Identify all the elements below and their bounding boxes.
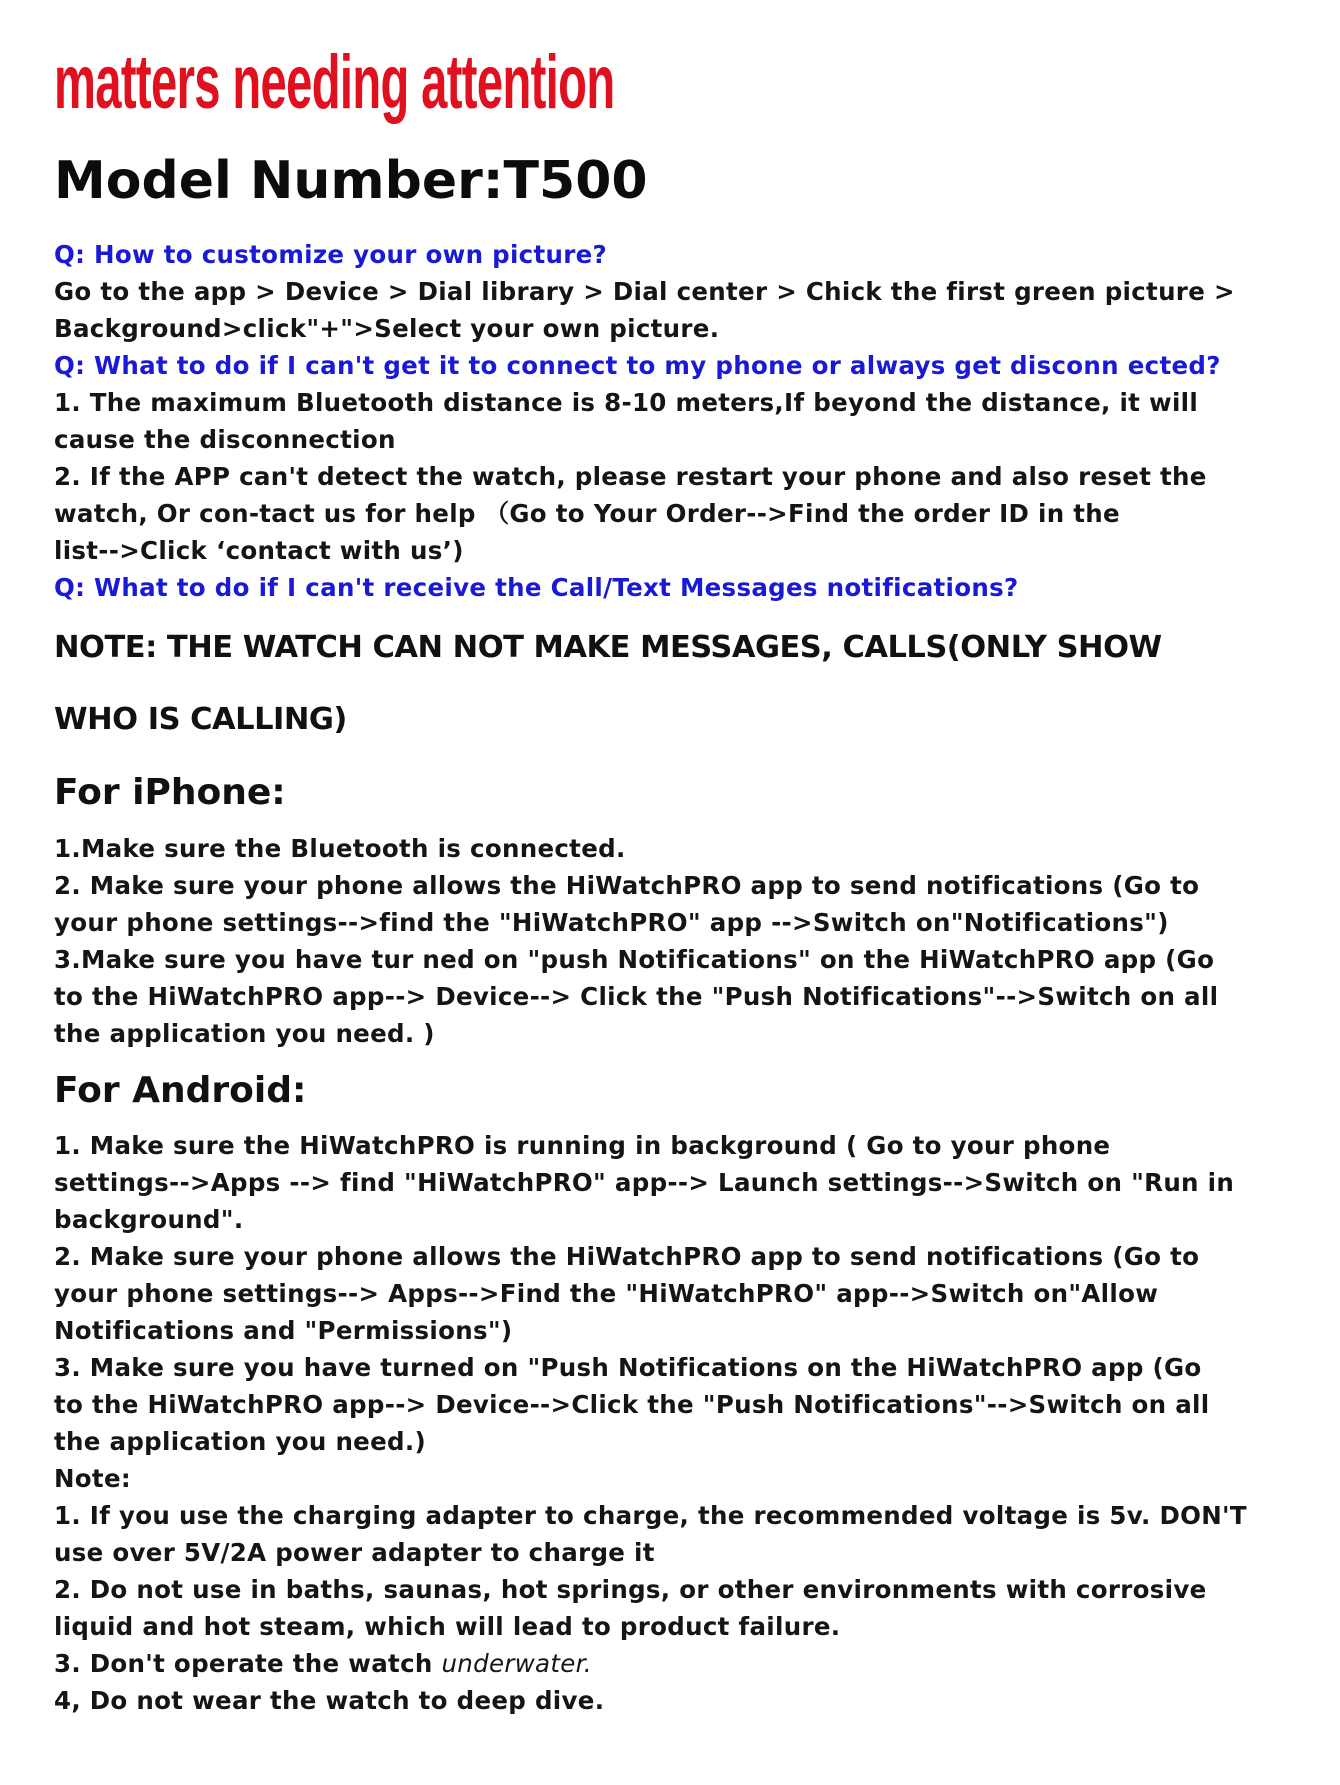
banner-title: matters needing attention (54, 40, 615, 125)
note-line: 2. Do not use in baths, saunas, hot springs, or other environments with corrosive (54, 1575, 1207, 1604)
note-line: use over 5V/2A power adapter to charge it (54, 1538, 655, 1567)
faq-question-connect: Q: What to do if I can't get it to connect to my phone or always get disconn ected? (54, 351, 1221, 380)
iphone-line: 3.Make sure you have tur ned on "push Notifications" on the HiWatchPRO app (Go (54, 945, 1215, 974)
android-instructions (54, 1127, 1304, 1719)
faq-answer-line: 1. The maximum Bluetooth distance is 8-10 meters,If beyond the distance, it will (54, 388, 1199, 417)
faq-question-notifications: Q: What to do if I can't receive the Call/Text Messages notifications? (54, 573, 1019, 602)
faq-block (54, 236, 1304, 606)
android-line: 3. Make sure you have turned on "Push Notifications on the HiWatchPRO app (Go (54, 1353, 1202, 1382)
note-line-3 (54, 1645, 1304, 1682)
note-caps-line-1: NOTE: THE WATCH CAN NOT MAKE MESSAGES, CALLS(ONLY SHOW (54, 630, 1162, 665)
faq-answer-line: Go to the app > Device > Dial library > Dial center > Chick the first green picture > (54, 277, 1235, 306)
android-line: to the HiWatchPRO app--> Device-->Click the "Push Notifications"-->Switch on all (54, 1390, 1210, 1419)
iphone-line: the application you need. ) (54, 1019, 435, 1048)
android-line: background". (54, 1205, 244, 1234)
android-line: the application you need.) (54, 1427, 426, 1456)
iphone-heading: For iPhone: (54, 772, 286, 813)
android-line: your phone settings--> Apps-->Find the "HiWatchPRO" app-->Switch on"Allow (54, 1279, 1159, 1308)
note-line-3-prefix: 3. Don't operate the watch (54, 1649, 442, 1678)
note-line-3-italic: underwater. (441, 1649, 592, 1678)
android-line: Notifications and "Permissions") (54, 1316, 513, 1345)
faq-answer-line: list-->Click ‘contact with us’) (54, 536, 464, 565)
android-line: 1. Make sure the HiWatchPRO is running in background ( Go to your phone (54, 1131, 1111, 1160)
iphone-instructions (54, 830, 1304, 1052)
model-number-heading: Model Number:T500 (54, 151, 648, 211)
iphone-line: 2. Make sure your phone allows the HiWatchPRO app to send notifications (Go to (54, 871, 1200, 900)
note-line: liquid and hot steam, which will lead to product failure. (54, 1612, 841, 1641)
note-caps-line-2: WHO IS CALLING) (54, 702, 347, 737)
note-line-4: 4, Do not wear the watch to deep dive. (54, 1686, 605, 1715)
note-line: 1. If you use the charging adapter to charge, the recommended voltage is 5v. DON'T (54, 1501, 1247, 1530)
android-line: settings-->Apps --> find "HiWatchPRO" app--> Launch settings-->Switch on "Run in (54, 1168, 1235, 1197)
iphone-line: 1.Make sure the Bluetooth is connected. (54, 834, 626, 863)
iphone-line: your phone settings-->find the "HiWatchPRO" app -->Switch on"Notifications") (54, 908, 1169, 937)
iphone-line: to the HiWatchPRO app--> Device--> Click the "Push Notifications"-->Switch on all (54, 982, 1219, 1011)
android-line: 2. Make sure your phone allows the HiWatchPRO app to send notifications (Go to (54, 1242, 1200, 1271)
faq-question-customize: Q: How to customize your own picture? (54, 240, 608, 269)
faq-answer-line: watch, Or con-tact us for help （Go to Your Order-->Find the order ID in the (54, 499, 1120, 528)
android-heading: For Android: (54, 1070, 307, 1111)
faq-answer-line: 2. If the APP can't detect the watch, please restart your phone and also reset the (54, 462, 1207, 491)
note-label: Note: (54, 1464, 131, 1493)
faq-answer-line: cause the disconnection (54, 425, 396, 454)
faq-answer-line: Background>click"+">Select your own picture. (54, 314, 720, 343)
